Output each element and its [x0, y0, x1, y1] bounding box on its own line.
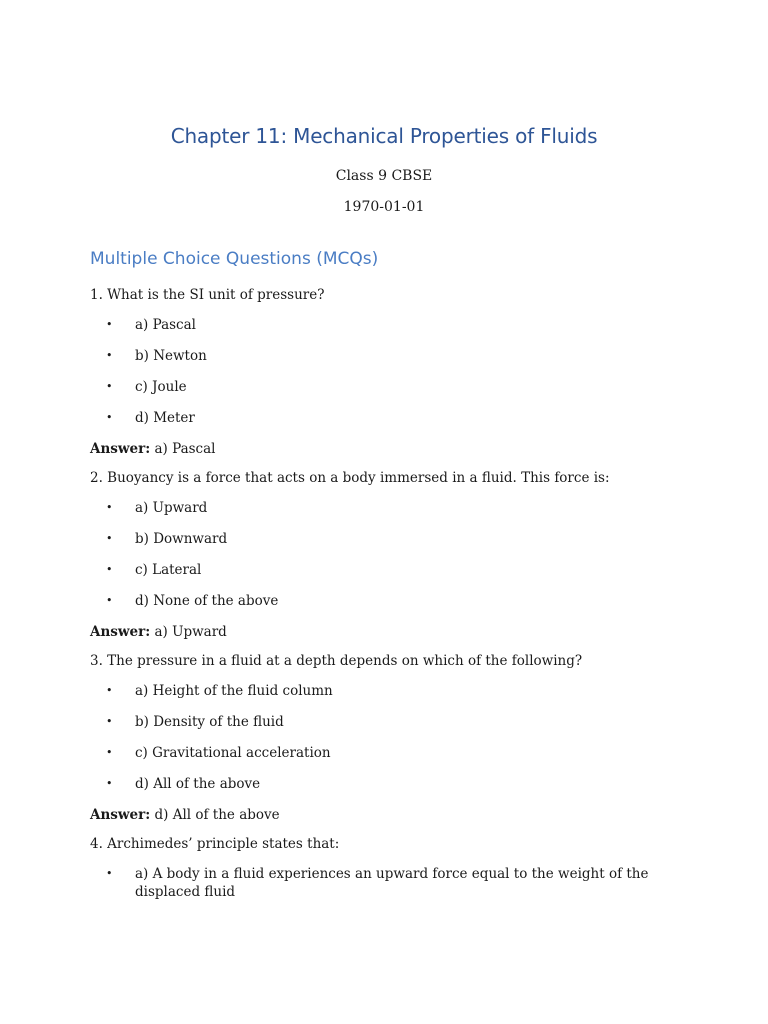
bullet-icon: •: [106, 563, 113, 576]
question-block: [90, 286, 690, 458]
answer-line: [90, 440, 690, 458]
option-list: [90, 865, 690, 901]
document-title: Chapter 11: Mechanical Properties of Fluids: [170, 124, 598, 148]
answer-label: Answer:: [90, 807, 151, 823]
option-item: [90, 592, 690, 610]
question-block: [90, 652, 690, 824]
option-item: [90, 744, 690, 762]
bullet-icon: •: [106, 501, 113, 514]
option-text: a) Pascal: [135, 317, 196, 333]
bullet-icon: •: [106, 684, 113, 697]
option-item: [90, 499, 690, 517]
bullet-icon: •: [106, 867, 113, 880]
question-block: [90, 835, 690, 901]
answer-line: [90, 806, 690, 824]
option-text: a) Upward: [135, 500, 208, 516]
section-heading: Multiple Choice Questions (MCQs): [90, 249, 379, 269]
option-text: a) Height of the fluid column: [135, 683, 333, 699]
option-item: [90, 865, 690, 901]
option-item: [90, 316, 690, 334]
option-text: b) Newton: [135, 348, 207, 364]
option-text: c) Lateral: [135, 562, 202, 578]
bullet-icon: •: [106, 594, 113, 607]
option-item: [90, 682, 690, 700]
option-item: [90, 378, 690, 396]
option-text: d) All of the above: [135, 776, 261, 792]
answer-text: a) Upward: [154, 624, 227, 640]
bullet-icon: •: [106, 411, 113, 424]
option-text: d) Meter: [135, 410, 195, 426]
option-text: b) Density of the fluid: [135, 714, 284, 730]
bullet-icon: •: [106, 746, 113, 759]
class-line: Class 9 CBSE: [335, 168, 433, 184]
option-text: b) Downward: [135, 531, 228, 547]
option-item: [90, 409, 690, 427]
option-list: [90, 682, 690, 793]
bullet-icon: •: [106, 715, 113, 728]
question-block: [90, 469, 690, 641]
bullet-icon: •: [106, 532, 113, 545]
option-text: c) Joule: [135, 379, 187, 395]
option-item: [90, 561, 690, 579]
answer-text: d) All of the above: [154, 807, 280, 823]
option-item: [90, 530, 690, 548]
question-list: [90, 286, 690, 914]
bullet-icon: •: [106, 380, 113, 393]
bullet-icon: •: [106, 349, 113, 362]
option-text: c) Gravitational acceleration: [135, 745, 331, 761]
answer-line: [90, 623, 690, 641]
option-text: a) A body in a fluid experiences an upward force equal to the weight of the displaced fluid: [135, 866, 649, 900]
question-text: 2. Buoyancy is a force that acts on a body immersed in a fluid. This force is:: [90, 470, 610, 486]
question-text: 4. Archimedes’ principle states that:: [90, 836, 340, 852]
answer-label: Answer:: [90, 624, 151, 640]
bullet-icon: •: [106, 777, 113, 790]
question-text: 3. The pressure in a fluid at a depth depends on which of the following?: [90, 653, 583, 669]
option-item: [90, 775, 690, 793]
question-text: 1. What is the SI unit of pressure?: [90, 287, 325, 303]
option-item: [90, 347, 690, 365]
option-item: [90, 713, 690, 731]
bullet-icon: •: [106, 318, 113, 331]
option-list: [90, 316, 690, 427]
option-list: [90, 499, 690, 610]
option-text: d) None of the above: [135, 593, 279, 609]
date-line: 1970-01-01: [343, 199, 425, 215]
answer-text: a) Pascal: [154, 441, 216, 457]
answer-label: Answer:: [90, 441, 151, 457]
